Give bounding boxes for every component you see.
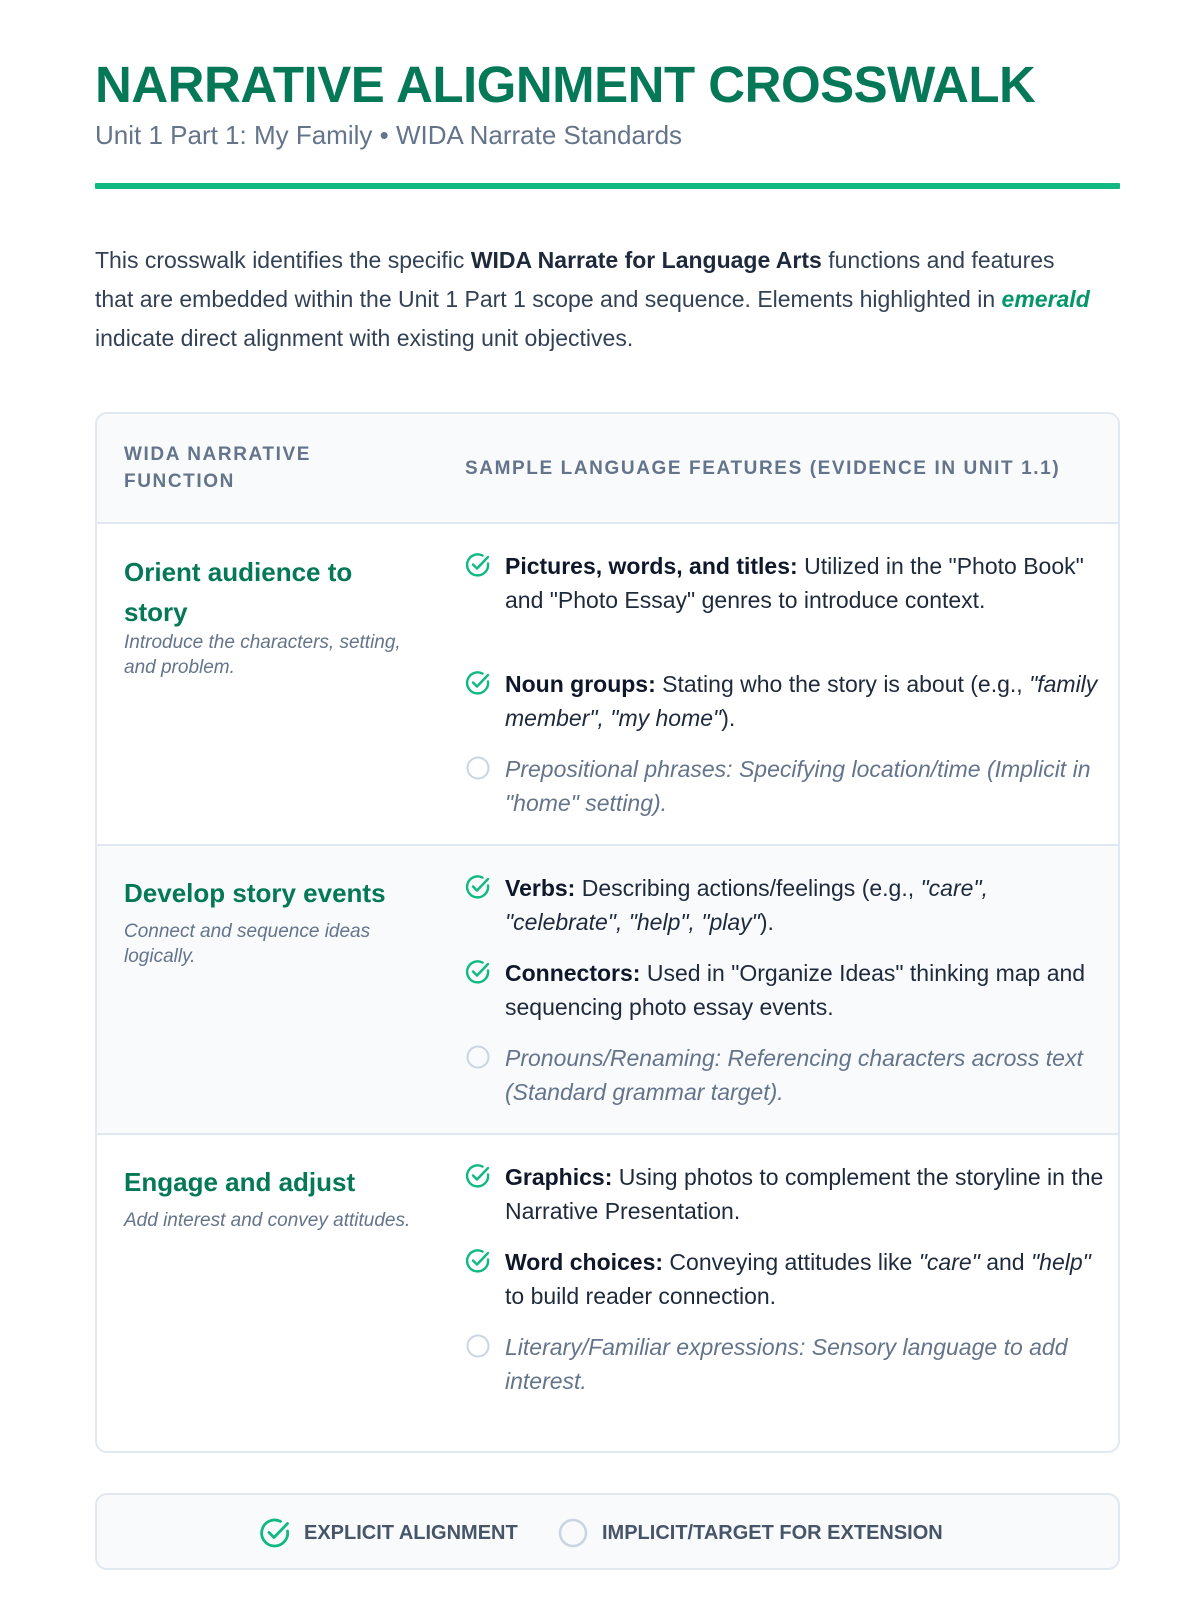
intro-paragraph	[95, 241, 1095, 358]
feature-text: Conveying attitudes like	[663, 1249, 919, 1275]
function-description: Introduce the characters, setting, and problem.	[124, 632, 401, 678]
feature-example: "help"	[1030, 1249, 1091, 1275]
column-header-features: SAMPLE LANGUAGE FEATURES (EVIDENCE IN UNIT 1.1)	[465, 458, 1061, 479]
intro-text-2: functions and features that are embedded within the Unit 1 Part 1 scope and sequence. Elements highlighted in	[95, 247, 1055, 312]
function-title: Develop story events	[124, 878, 386, 908]
feature-text: Prepositional phrases: Specifying location/time (Implicit in "home" setting).	[505, 756, 1091, 816]
table-header	[97, 414, 1118, 524]
page-title: NARRATIVE ALIGNMENT CROSSWALK	[95, 56, 1036, 113]
page-subtitle: Unit 1 Part 1: My Family • WIDA Narrate Standards	[95, 120, 683, 150]
crosswalk-table	[95, 412, 1120, 1453]
check-circle-icon	[465, 670, 491, 696]
feature-label: Pictures, words, and titles:	[505, 553, 798, 579]
table-row	[97, 524, 1118, 846]
empty-circle-icon	[465, 755, 491, 781]
feature-text: Describing actions/feelings (e.g.,	[575, 875, 921, 901]
feature-text: Literary/Familiar expressions: Sensory language to add interest.	[505, 1334, 1068, 1394]
function-description: Connect and sequence ideas logically.	[124, 921, 371, 967]
function-title: Engage and adjust	[124, 1167, 356, 1197]
feature-label: Connectors:	[505, 960, 641, 986]
feature-label: Noun groups:	[505, 671, 656, 697]
feature-tail: ).	[759, 909, 774, 935]
intro-text-1: This crosswalk identifies the specific	[95, 247, 471, 273]
table-row	[97, 846, 1118, 1135]
feature-tail: ).	[721, 705, 736, 731]
title-divider	[95, 183, 1120, 189]
feature-text: Using photos to complement the storyline in the Narrative Presentation.	[505, 1164, 1104, 1224]
function-description: Add interest and convey attitudes.	[124, 1210, 411, 1231]
empty-circle-icon	[557, 1517, 589, 1549]
empty-circle-icon	[465, 1044, 491, 1070]
check-circle-icon	[465, 874, 491, 900]
intro-emphasis: emerald	[1001, 286, 1090, 312]
table-row	[97, 1135, 1118, 1451]
legend-label: EXPLICIT ALIGNMENT	[304, 1522, 518, 1544]
column-header-function: WIDA NARRATIVE FUNCTION	[124, 444, 312, 492]
check-circle-icon	[465, 1163, 491, 1189]
intro-bold: WIDA Narrate for Language Arts	[470, 247, 822, 273]
intro-text-3: indicate direct alignment with existing unit objectives.	[95, 325, 634, 351]
feature-text: Used in "Organize Ideas" thinking map and sequencing photo essay events.	[505, 960, 1086, 1020]
feature-mid: and	[979, 1249, 1031, 1275]
feature-label: Word choices:	[505, 1249, 664, 1275]
feature-example: "care"	[918, 1249, 980, 1275]
function-title: Orient audience to story	[124, 557, 353, 627]
feature-text: Pronouns/Renaming: Referencing characters across text (Standard grammar target).	[505, 1045, 1083, 1105]
feature-label: Verbs:	[505, 875, 576, 901]
feature-example: "care", "celebrate", "help", "play"	[505, 875, 988, 935]
empty-circle-icon	[465, 1333, 491, 1359]
legend	[95, 1493, 1120, 1570]
feature-example: "family member", "my home"	[505, 671, 1098, 731]
feature-text: Stating who the story is about (e.g.,	[655, 671, 1030, 697]
check-circle-icon	[465, 959, 491, 985]
feature-text: Utilized in the "Photo Book" and "Photo Essay" genres to introduce context.	[505, 553, 1084, 613]
check-circle-icon	[465, 1248, 491, 1274]
feature-label: Graphics:	[505, 1164, 613, 1190]
feature-tail: to build reader connection.	[505, 1283, 777, 1309]
legend-label: IMPLICIT/TARGET FOR EXTENSION	[602, 1522, 943, 1544]
check-circle-icon	[465, 552, 491, 578]
check-circle-icon	[259, 1517, 291, 1549]
